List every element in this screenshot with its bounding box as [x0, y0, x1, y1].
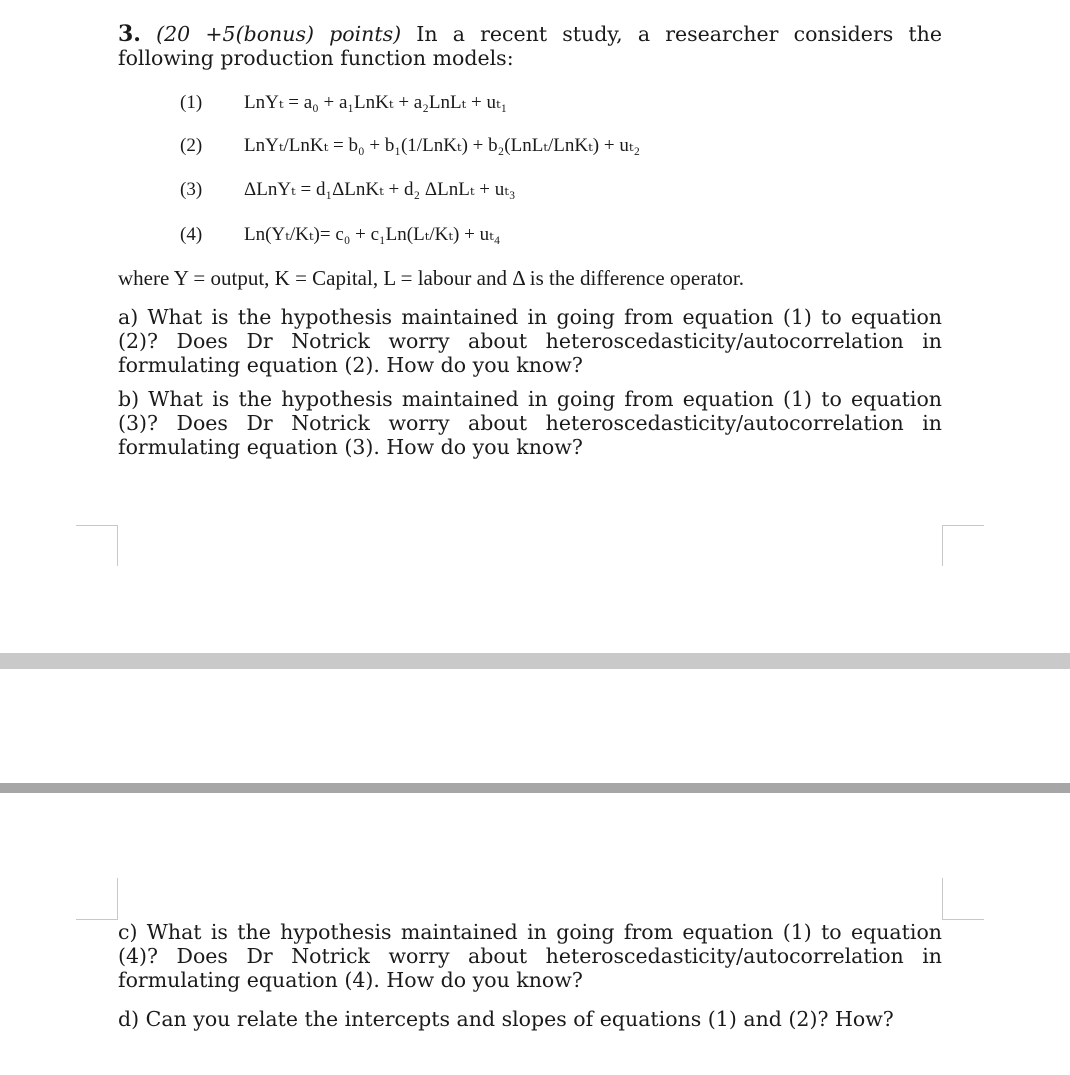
question-intro: In a recent study, a researcher considers the following production function models: [118, 22, 942, 70]
margin-corner-mark [942, 878, 984, 920]
question-number: 3. [118, 21, 141, 47]
equation-label: (1) [180, 92, 203, 113]
margin-corner-mark [76, 878, 118, 920]
part-b: b) What is the hypothesis maintained in going from equation (1) to equation (3)? Does Dr Notrick worry about heteroscedasticity/autocorrelation in formulating equation (3). How do you know? [118, 387, 942, 459]
equation-text: LnYₜ = a₀ + a₁LnKₜ + a₂LnLₜ + uₜ₁ [244, 92, 508, 113]
question-points: (20 +5(bonus) points) [156, 22, 402, 46]
equation-label: (4) [180, 224, 203, 245]
question-heading [118, 22, 942, 70]
equation-text: Ln(Yₜ/Kₜ)= c₀ + c₁Ln(Lₜ/Kₜ) + uₜ₄ [244, 224, 501, 245]
equation-text: LnYₜ/LnKₜ = b₀ + b₁(1/LnKₜ) + b₂(LnLₜ/LnKₜ) + uₜ₂ [244, 135, 641, 156]
part-a: a) What is the hypothesis maintained in going from equation (1) to equation (2)? Does Dr Notrick worry about heteroscedasticity/autocorrelation in formulating equation (2). How do you know? [118, 305, 942, 377]
variable-definitions: where Y = output, K = Capital, L = labour and Δ is the difference operator. [118, 266, 744, 290]
page-gap [0, 653, 1070, 793]
equation-text: ΔLnYₜ = d₁ΔLnKₜ + d₂ ΔLnLₜ + uₜ₃ [244, 179, 516, 200]
margin-corner-mark [942, 525, 984, 566]
equation-label: (2) [180, 135, 203, 156]
page-separator-bottom [0, 783, 1070, 793]
equation-label: (3) [180, 179, 203, 200]
part-d: d) Can you relate the intercepts and slopes of equations (1) and (2)? How? [118, 1007, 894, 1031]
part-c: c) What is the hypothesis maintained in going from equation (1) to equation (4)? Does Dr Notrick worry about heteroscedasticity/autocorrelation in formulating equation (4). How do you know? [118, 920, 942, 992]
page-separator-top [0, 653, 1070, 669]
margin-corner-mark [76, 525, 118, 566]
